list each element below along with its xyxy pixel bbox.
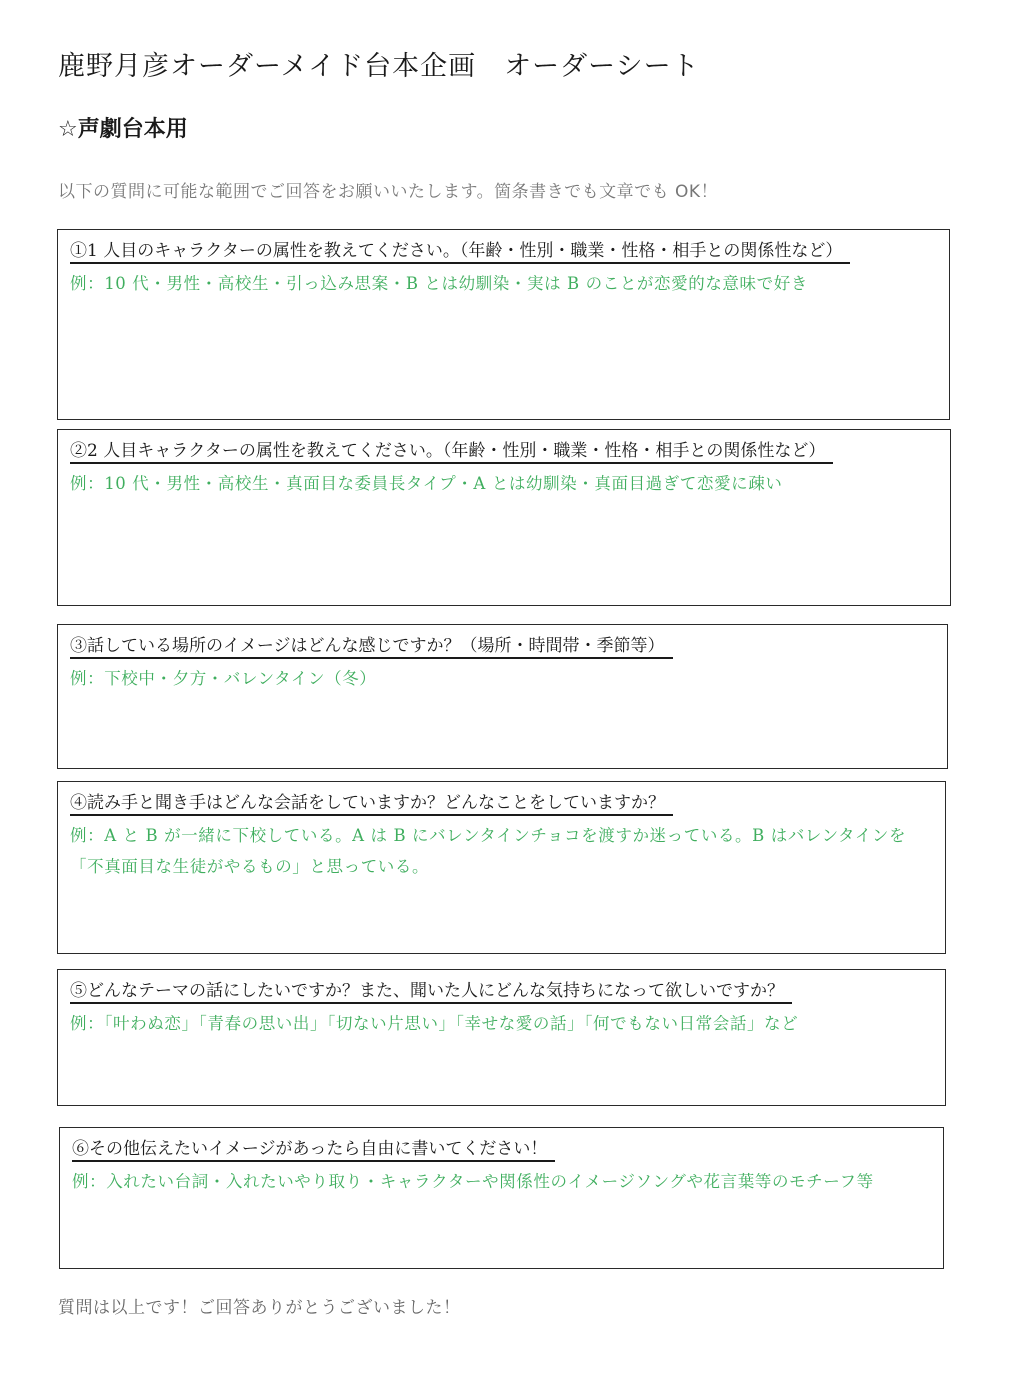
question-2-label: ②2 人目キャラクターの属性を教えてください。（年齢・性別・職業・性格・相手との関係性など） [70,440,833,464]
footer-text: 質問は以上です！ご回答ありがとうございました！ [58,1298,461,1318]
question-box-3[interactable] [57,624,948,769]
question-box-4[interactable] [57,781,946,954]
question-3-example: 例：下校中・夕方・バレンタイン（冬） [70,669,377,688]
question-box-5[interactable] [57,969,946,1106]
question-2-example: 例：10 代・男性・高校生・真面目な委員長タイプ・A とは幼馴染・真面目過ぎて恋愛に疎い [70,474,783,493]
question-4-example: 例：A と B が一緒に下校している。A は B にバレンタインチョコを渡すか迷っている。B はバレンタインを「不真面目な生徒がやるもの」と思っている。 [70,826,907,876]
question-5-label: ⑤どんなテーマの話にしたいですか？また、聞いた人にどんな気持ちになって欲しいですか？ [70,980,792,1004]
question-3-label: ③話している場所のイメージはどんな感じですか？（場所・時間帯・季節等） [70,635,673,659]
question-box-2[interactable] [57,429,951,606]
question-6-example: 例：入れたい台詞・入れたいやり取り・キャラクターや関係性のイメージソングや花言葉等のモチーフ等 [72,1172,874,1191]
question-box-1[interactable] [57,229,950,420]
question-5-example: 例：「叶わぬ恋」「青春の思い出」「切ない片思い」「幸せな愛の話」「何でもない日常会話」など [70,1014,799,1033]
page-title: 鹿野月彦オーダーメイド台本企画 オーダーシート [58,51,700,82]
section-title: ☆声劇台本用 [58,117,188,142]
question-box-6[interactable] [59,1127,944,1269]
question-1-example: 例：10 代・男性・高校生・引っ込み思案・B とは幼馴染・実は B のことが恋愛的な意味で好き [70,274,808,293]
question-4-label: ④読み手と聞き手はどんな会話をしていますか？どんなことをしていますか？ [70,792,673,816]
question-6-label: ⑥その他伝えたいイメージがあったら自由に書いてください！ [72,1138,555,1162]
question-1-label: ①1 人目のキャラクターの属性を教えてください。（年齢・性別・職業・性格・相手との関係性など） [70,240,850,264]
intro-text: 以下の質問に可能な範囲でご回答をお願いいたします。箇条書きでも文章でも OK！ [58,182,719,202]
